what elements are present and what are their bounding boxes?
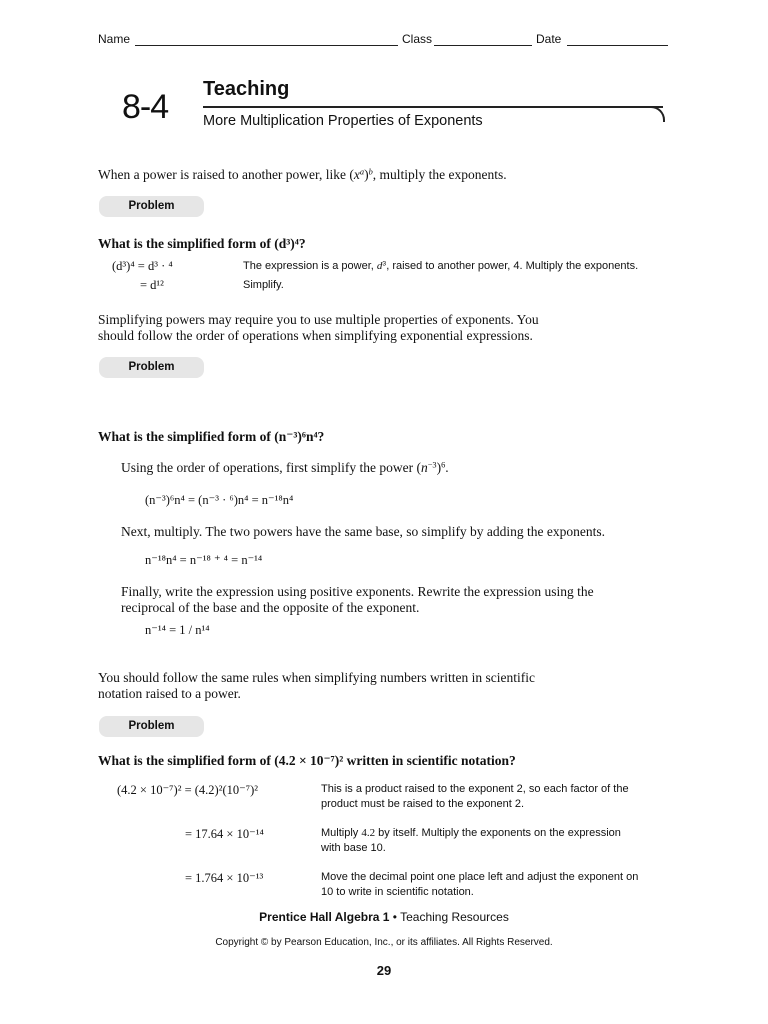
page-number: 29 (376, 963, 392, 978)
problem2-step3-math: n⁻¹⁴ = 1 / n¹⁴ (145, 623, 210, 637)
problem1-question: What is the simplified form of (d³)⁴? (98, 236, 306, 251)
problem3-step3-math: = 1.764 × 10⁻¹³ (185, 871, 264, 885)
problem3-step2-note-2: with base 10. (321, 842, 386, 854)
problem2-step3-line-1: Finally, write the expression using positive exponents. Rewrite the expression using the (121, 584, 594, 599)
footer-title: Prentice Hall Algebra 1 • Teaching Resources (259, 910, 509, 924)
class-label: Class (402, 32, 433, 46)
problem2-step2-text: Next, multiply. The two powers have the same base, so simplify by adding the exponents. (121, 524, 606, 539)
problem-label: Problem (99, 196, 204, 217)
name-field-line (135, 45, 398, 46)
date-label: Date (536, 32, 562, 46)
paragraph-2-line-2: should follow the order of operations when simplifying exponential expressions. (98, 328, 533, 343)
problem3-question: What is the simplified form of (4.2 × 10⁻⁷)² written in scientific notation? (98, 753, 516, 768)
problem2-question: What is the simplified form of (n⁻³)⁶n⁴? (98, 429, 325, 444)
title-rule-hook (651, 106, 665, 122)
problem1-step2-math: = d¹² (140, 278, 164, 292)
lesson-title: Teaching (203, 78, 290, 100)
problem2-step1-text: Using the order of operations, first simplify the power $(n^{-3})^6$. (121, 460, 449, 475)
date-field-line (567, 45, 668, 46)
problem3-step1-math: (4.2 × 10⁻⁷)² = (4.2)²(10⁻⁷)² (117, 783, 258, 797)
paragraph-2-line-1: Simplifying powers may require you to use multiple properties of exponents. You (98, 312, 539, 327)
paragraph-3-line-1: You should follow the same rules when simplifying numbers written in scientific (98, 670, 535, 685)
problem2-step3-line-2: reciprocal of the base and the opposite of the exponent. (121, 600, 420, 615)
problem3-step3-note-2: 10 to write in scientific notation. (321, 886, 474, 898)
lesson-subtitle: More Multiplication Properties of Exponents (203, 113, 483, 129)
problem-label: Problem (99, 716, 204, 737)
problem1-step1-note: The expression is a power, $d^3$, raised to another power, 4. Multiply the exponents. (243, 260, 639, 272)
problem1-step2-note: Simplify. (243, 279, 284, 291)
intro-text: When a power is raised to another power, like $(x^a)^b$, multiply the exponents. (98, 167, 507, 182)
problem1-step1-math: (d³)⁴ = d³ · ⁴ (112, 259, 173, 273)
lesson-number: 8-4 (122, 88, 169, 126)
problem2-step2-math: n⁻¹⁸n⁴ = n⁻¹⁸ ⁺ ⁴ = n⁻¹⁴ (145, 553, 263, 567)
problem3-step2-note-1: Multiply 4.2 by itself. Multiply the exponents on the expression (321, 827, 621, 839)
problem-label: Problem (99, 357, 204, 378)
problem3-step1-note-1: This is a product raised to the exponent 2, so each factor of the (321, 783, 629, 795)
problem3-step2-math: = 17.64 × 10⁻¹⁴ (185, 827, 264, 841)
copyright-notice: Copyright © by Pearson Education, Inc., or its affiliates. All Rights Reserved. (215, 937, 553, 948)
problem3-step3-note-1: Move the decimal point one place left and adjust the exponent on (321, 871, 639, 883)
paragraph-3-line-2: notation raised to a power. (98, 686, 241, 701)
name-label: Name (98, 32, 131, 46)
problem3-step1-note-2: product must be raised to the exponent 2. (321, 798, 525, 810)
class-field-line (434, 45, 532, 46)
problem2-step1-math: (n⁻³)⁶n⁴ = (n⁻³ · ⁶)n⁴ = n⁻¹⁸n⁴ (145, 493, 294, 507)
title-rule (203, 106, 663, 108)
